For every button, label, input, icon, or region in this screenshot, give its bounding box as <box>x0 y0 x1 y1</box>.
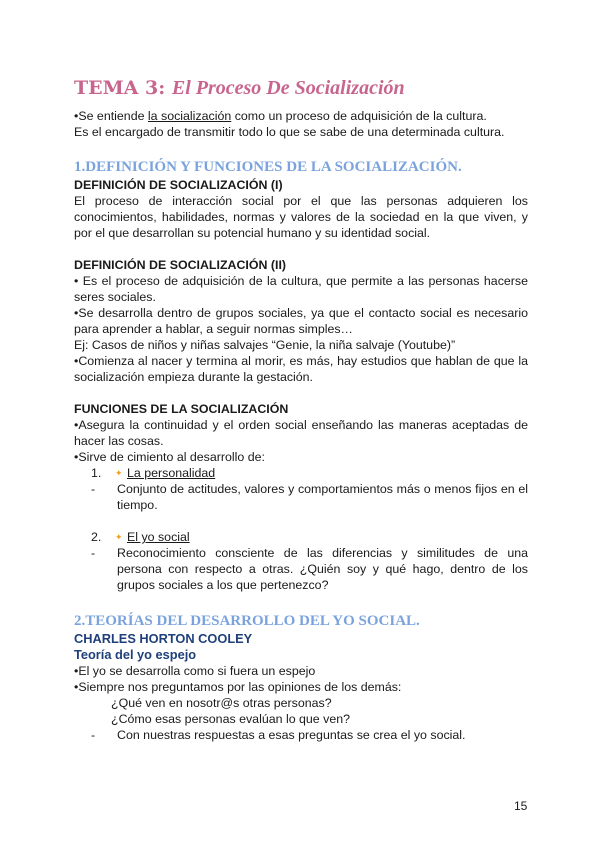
section-2-heading: 2.TEORÍAS DEL DESARROLLO DEL YO SOCIAL. <box>74 613 420 629</box>
functions-title: FUNCIONES DE LA SOCIALIZACIÓN <box>74 402 289 416</box>
section-1-heading: 1.DEFINICIÓN Y FUNCIONES DE LA SOCIALIZACIÓN. <box>74 159 462 175</box>
numbered-item-1 <box>91 465 528 481</box>
intro-line-2: Es el encargado de transmitir todo lo que se sabe de una determinada cultura. <box>74 125 505 139</box>
definition-1-title: DEFINICIÓN DE SOCIALIZACIÓN (I) <box>74 178 283 192</box>
item-label: El yo social <box>127 530 190 544</box>
question-2: ¿Cómo esas personas evalúan lo que ven? <box>111 712 351 726</box>
dash-item-text: Con nuestras respuestas a esas preguntas se crea el yo social. <box>117 728 466 742</box>
numbered-item-2 <box>91 529 528 545</box>
dash-bullet: - <box>91 546 96 560</box>
dash-item-3 <box>91 727 528 743</box>
intro-text: •Se entiende <box>74 109 148 123</box>
theory-paragraph-2: •Siempre nos preguntamos por las opiniones de los demás: <box>74 680 402 694</box>
dash-item-text: Reconocimiento consciente de las diferencias y similitudes de una persona con respecto a otras. ¿Quién soy y qué hago, dentro de los grupos sociales a los que pertenezco? <box>117 546 528 592</box>
dash-bullet: - <box>91 728 96 742</box>
definition-2-paragraph-4: •Comienza al nacer y termina al morir, es más, hay estudios que hablan de que la socialización empieza durante la gestación. <box>74 354 528 384</box>
item-label: La personalidad <box>127 466 216 480</box>
underlined-term: la socialización <box>147 109 232 123</box>
functions-paragraph-2: •Sirve de cimiento al desarrollo de: <box>74 450 265 464</box>
dash-item-2 <box>91 545 528 593</box>
definition-2-paragraph-1: • Es el proceso de adquisición de la cultura, que permite a las personas hacerse seres sociales. <box>74 274 528 304</box>
item-number: 1. <box>91 466 102 480</box>
intro-line-1 <box>74 108 528 124</box>
definition-1-text: El proceso de interacción social por el que las personas adquieren los conocimientos, habilidades, normas y valores de la sociedad en la que viven, y por el que desarrollan su potencial humano y su identidad social. <box>74 194 528 240</box>
item-number: 2. <box>91 530 102 544</box>
author-name: CHARLES HORTON COOLEY <box>74 631 253 646</box>
theory-title: Teoría del yo espejo <box>74 647 197 662</box>
question-1: ¿Qué ven en nosotr@s otras personas? <box>111 696 332 710</box>
dash-bullet: - <box>91 482 96 496</box>
theory-paragraph-1: •El yo se desarrolla como si fuera un espejo <box>74 664 316 678</box>
page-title <box>74 76 528 100</box>
title-main: El Proceso De Socialización <box>171 77 405 99</box>
title-prefix: TEMA 3: <box>74 77 172 99</box>
star-bullet-icon: ✦ <box>115 532 123 542</box>
dash-item-text: Conjunto de actitudes, valores y comportamientos más o menos fijos en el tiempo. <box>117 482 528 512</box>
star-bullet-icon: ✦ <box>115 468 123 478</box>
functions-paragraph-1: •Asegura la continuidad y el orden social enseñando las maneras aceptadas de hacer las cosas. <box>74 418 528 448</box>
dash-item-1 <box>91 481 528 513</box>
intro-text-end: como un proceso de adquisición de la cultura. <box>231 109 487 123</box>
definition-2-title: DEFINICIÓN DE SOCIALIZACIÓN (II) <box>74 258 287 272</box>
page-number: 15 <box>514 799 528 813</box>
document-page <box>74 76 528 743</box>
definition-2-example: Ej: Casos de niños y niñas salvajes “Genie, la niña salvaje (Youtube)” <box>74 338 456 352</box>
definition-2-paragraph-2: •Se desarrolla dentro de grupos sociales, ya que el contacto social es necesario para aprender a hablar, a seguir normas simples… <box>74 306 528 336</box>
